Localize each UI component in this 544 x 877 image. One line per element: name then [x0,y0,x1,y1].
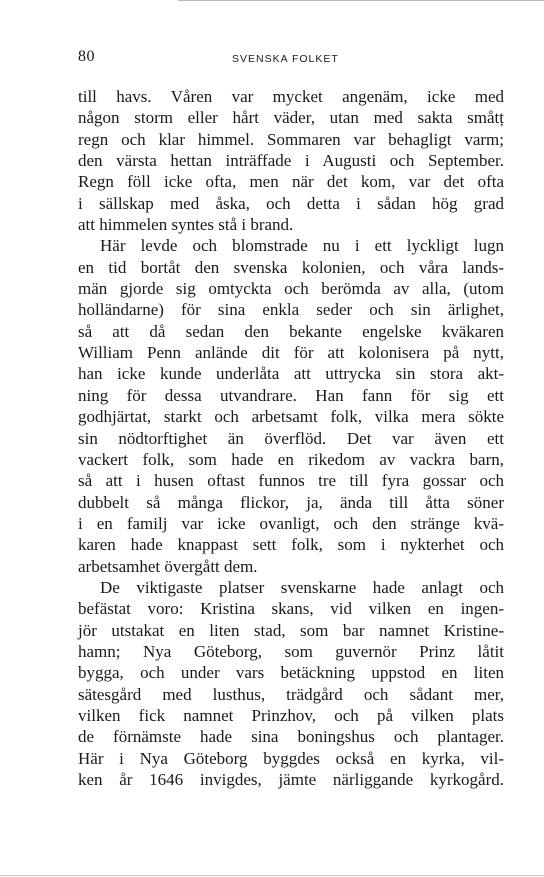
text-line: ning för dessa utvandrare. Han fann för sig ett [78,385,504,405]
text-line: De viktigaste platser svenskarne hade anlagt och [100,577,504,597]
text-line: i sällskap med åska, och detta i sådan hög grad [78,193,504,213]
text-line: män gjorde sig omtyckta och berömda av alla, (utom [78,279,504,299]
text-line: holländarne) för sina enkla seder och sin ärlighet, [78,300,504,320]
text-line: till havs. Våren var mycket angenäm, icke med [78,87,504,106]
text-line: att himmelen syntes stå i brand. [78,215,294,235]
text-line: hamn; Nya Göteborg, som guvernör Prinz låtit [78,641,504,661]
text-line: så att då sedan den bekante engelske kväkaren [78,321,504,341]
text-line: arbetsamhet övergått dem. [78,556,258,576]
text-line: jör utstakat en liten stad, som bar namnet Kristine- [78,620,504,640]
text-line: bygga, och under vars betäckning uppstod en liten [78,663,504,683]
text-line: sätesgård med lusthus, trädgård och sådant mer, [78,684,504,704]
top-edge-rule [178,0,544,1]
text-line: dubbelt så många flickor, ja, ända till åtta söner [78,492,504,512]
text-line: Här levde och blomstrade nu i ett lyckligt lugn [100,236,504,256]
text-line: godhjärtat, starkt och arbetsamt folk, vilka mera sökte [78,407,504,427]
text-line: vilken fick namnet Prinzhov, och på vilken plats [78,705,504,725]
text-line: karen hade knappast sett folk, som i nykterhet och [78,535,504,555]
text-line: sin nödtorftighet än överflöd. Det var även ett [78,428,504,448]
text-line: i en familj var icke ovanligt, och den stränge kvä- [78,513,504,533]
text-line: de förnämste hade sina boningshus och plantager. [78,727,504,747]
text-line: Här i Nya Göteborg byggdes också en kyrka, vil- [78,748,504,768]
text-line: William Penn anlände dit för att kolonisera på nytt, [78,343,504,363]
text-line: den värsta hettan inträffade i Augusti och September. [78,151,504,171]
text-line: vackert folk, som hade en rikedom av vackra barn, [78,449,504,469]
text-line: Regn föll icke ofta, men när det kom, var det ofta [78,172,504,192]
text-line: regn och klar himmel. Sommaren var behagligt varm; [78,129,504,149]
body-text [78,86,504,790]
text-line: han icke kunde underlåta att uttrycka sin stora akt- [78,364,504,384]
text-line: så att i husen oftast funnos tre till fyra gossar och [78,471,504,491]
page-number: 80 [78,48,95,65]
text-line: ken år 1646 invigdes, jämte närliggande kyrkogård. [78,770,504,789]
running-head: SVENSKA FOLKET [232,53,339,65]
text-line: befästat voro: Kristina skans, vid vilken en ingen- [78,599,504,619]
bottom-edge-rule [0,875,544,876]
text-line: någon storm eller hårt väder, utan med sakta småtț [78,108,504,128]
text-line: en tid bortåt den svenska kolonien, och våra lands- [78,257,504,277]
